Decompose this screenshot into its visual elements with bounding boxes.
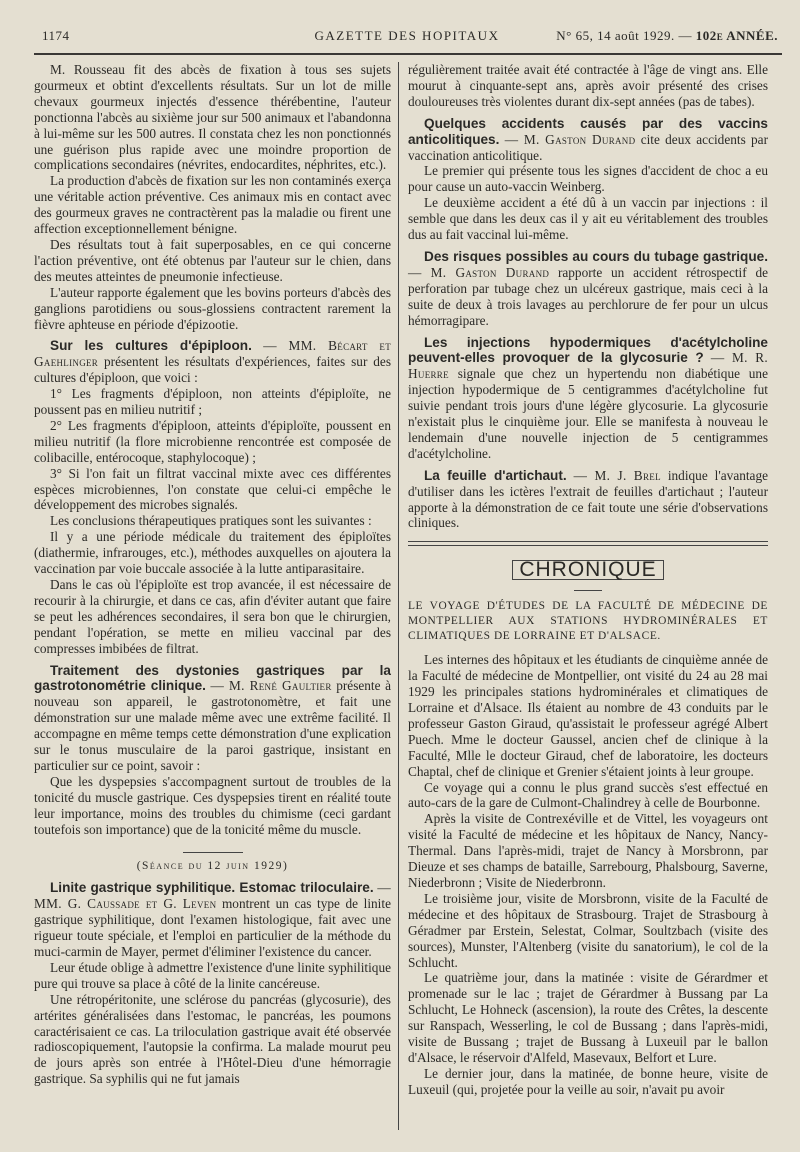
section-authors: — MM. Bécart et Gaehlinger <box>34 338 392 370</box>
issue-date: N° 65, 14 août 1929. — <box>556 28 692 43</box>
section-text: indique l'avantage d'utiliser dans les ictères l'extrait de feuilles d'artichaut ; l'auteur apporte à la démonstration de ce fait toute une série d'observations cliniques. <box>408 467 769 531</box>
paragraph: Que les dyspepsies s'accompagnent surtout de troubles de la tonicité du muscle gastrique. Ces dyspepsies tirent en réalité toute leur importance, moins des troubles du chimisme (ceci gardant toutefois son importance) que de la tonicité même du muscle. <box>34 773 391 837</box>
paragraph: Il y a une période médicale du traitement des épiploïtes (diathermie, infrarouges, etc.), méthodes auxquelles on ajoutera la vaccination par voie buccale associée à la lutte antiparasitaire. <box>34 529 391 577</box>
section-text: cite deux accidents par vaccination anticolitique. <box>408 131 768 163</box>
section-title: Linite gastrique syphilitique. Estomac triloculaire. <box>50 880 374 896</box>
seance-heading: (Séance du 12 juin 1929) <box>136 859 289 872</box>
paragraph: L'auteur rapporte également que les bovins porteurs d'abcès des ganglions parotidiens ou sous-glossiens contractent rarement la fièvre aphteuse en période d'épizootie. <box>34 284 391 332</box>
section-text: rapporte un accident rétrospectif de perforation par tubage chez un ulcéreux gastrique, mais ceci à la suite de deux à trois lavages au perchlorure de fer pour un ulcus hémorragipare. <box>408 264 768 328</box>
list-item: 3° Si l'on fait un filtrat vaccinal mixte avec ces différentes espèces microbiennes, l'on constate que celui-ci empêche le développement des microbes signalés. <box>34 465 391 513</box>
paragraph: Ce voyage qui a connu le plus grand succès s'est effectué en auto-cars de la gare de Culmont-Chalindrey à celle de Bourbonne. <box>408 779 768 811</box>
paragraph: Dans le cas où l'épiploïte est trop avancée, il est nécessaire de recourir à la chirurgie, et dans ce cas, afin d'éviter autant que faire se peut les adhérences secondaires, il sera bon que le chirurgien, pendant l'opération, se mette en milieu vaccinal par des compresses imbibées de filtrat. <box>34 577 391 656</box>
section-title: Traitement des dystonies gastriques par la gastrotonométrie clinique. <box>34 662 391 694</box>
list-item: 2° Les fragments d'épiploon, atteints d'épiploïte, poussent en milieu nutritif (la flore microbienne rencontrée est composée de colibacille, entérocoque, staphylocoque) ; <box>34 417 391 465</box>
section-separator <box>183 852 243 853</box>
section-title: Des risques possibles au cours du tubage gastrique. <box>424 248 768 264</box>
issue-year: 102e ANNÉE. <box>695 28 778 43</box>
double-rule <box>408 541 768 546</box>
section-authors: — MM. G. Caussade et G. Leven <box>34 880 391 912</box>
section-gastrotonometrie <box>34 663 391 774</box>
paragraph: M. Rousseau fit des abcès de fixation à tous ses sujets gourmeux et obtint d'excellents résultats. Sur un lot de mille chevaux gourmeux injectés d'essence thérébentine, l'auteur ponctionna l'abcès au sixième jour sur 500 animaux et l'abandonna à lui-même sur les 500 autres. Il constata chez les non ponctionnés une guérison plus rapide avec une moindre proportion de complications secondaires (névrites, endocardites, néphrites, etc.). <box>34 62 391 173</box>
paragraph: Les internes des hôpitaux et les étudiants de cinquième année de la Faculté de médecine de Montpellier, ont visité du 24 au 28 mai 1929 les principales stations hydrominérales et climatiques de Lorraine et d'Alsace. Ils étaient au nombre de 43 conduits par le professeur Gaston Giraud, qu'assistait le professeur agrégé Albert Puech. Mme le docteur Gaussel, ancien chef de clinique à la Faculté, Mlle le docteur Giraud, chef de laboratoire, les docteurs Chaptal, chef de clinique et Grenier s'étaient joints à leur groupe. <box>408 652 768 779</box>
section-authors: — M. Gaston Durand <box>504 131 636 147</box>
section-tubage <box>408 249 768 329</box>
paragraph: Le troisième jour, visite de Morsbronn, visite de la Faculté de médecine et des hôpitaux de Strasbourg. Trajet de Strasbourg à Géradmer par Erstein, Selestat, Colmar, Soultzbach (visite des sources), Munster, l'Altenberg (visite du sanatorium), le col de la Schlucht. <box>408 890 768 970</box>
section-title: La feuille d'artichaut. <box>424 467 567 483</box>
paragraph: Le quatrième jour, dans la matinée : visite de Gérardmer et promenade sur le lac ; trajet de Gérardmer à Bussang par La Schlucht, Le Hohneck (ascension), la route des Crêtes, la descente sur Ranspach, Wesserling, le col de Bussang ; dans l'après-midi, visite de Bussang ; trajet de Bussang à Luxeuil par le ballon d'Alsace, le réservoir d'Alfeld, Masevaux, Belfort et Lure. <box>408 970 768 1065</box>
paragraph: Le premier qui présente tous les signes d'accident de choc a eu pour cause un auto-vaccin Weinberg. <box>408 163 768 195</box>
section-text: présentent les résultats d'expériences, faites sur des cultures d'épiploon, que voici : <box>34 354 392 386</box>
section-epiploon <box>34 338 391 386</box>
section-title: Sur les cultures d'épiploon. <box>50 338 252 354</box>
paragraph: Après la visite de Contrexéville et de Vittel, les voyageurs ont visité la Faculté de médecine et les hôpitaux de Nancy, Nancy-Thermal. Dans l'après-midi, trajet de Nancy à Morsbronn, par Dieuze et ses champs de bataille, Sarrebourg, Phalsbourg, Saverne, Niederbronn ; Visite de Niederbronn. <box>408 811 768 890</box>
section-linite <box>34 880 391 960</box>
page-header <box>32 28 782 52</box>
section-artichaut <box>408 468 768 532</box>
section-text: présente à nouveau son appareil, le gastrotonomètre, et fait une démonstration sur une malade même avec une extrême facilité. Il accompagne en même temps cette démonstration d'une explication sur le tonus musculaire de la paroi gastrique, insistant en particulier sur ce point, savoir : <box>34 678 391 773</box>
chronique-banner <box>408 554 768 586</box>
section-vaccins <box>408 116 768 164</box>
section-authors: — M. René Gaultier <box>210 678 332 694</box>
section-authors: — M. J. Brel <box>573 467 661 483</box>
section-title: Quelques accidents causés par des vaccins anticolitiques. <box>408 115 768 147</box>
paragraph: Le deuxième accident a été dû à un vaccin par injections : il semble que dans les deux cas il y ait eu véritablement des troubles dus au fait vaccinal lui-même. <box>408 195 768 243</box>
section-title: Les injections hypodermiques d'acétylcholine peuvent-elles provoquer de la glycosurie ? <box>408 334 768 366</box>
chronique-rule <box>574 590 602 591</box>
article-title: LE VOYAGE D'ÉTUDES DE LA FACULTÉ DE MÉDECINE DE MONTPELLIER AUX STATIONS HYDROMINÉRALES ET CLIMATIQUES DE LORRAINE ET D'ALSACE. <box>408 600 768 643</box>
paragraph: Les conclusions thérapeutiques pratiques sont les suivantes : <box>50 513 372 529</box>
section-acetylcholine <box>408 335 768 462</box>
column-divider <box>398 62 399 1130</box>
paragraph: régulièrement traitée avait été contractée à l'âge de vingt ans. Elle mourut à cinquante-sept ans, après avoir présenté des crises douloureuses très violentes durant dix-sept années (pas de tabes). <box>408 62 768 109</box>
paragraph: Des résultats tout à fait superposables, en ce qui concerne l'action préventive, ont été obtenus par l'auteur sur le chien, dans des meutes atteintes de pneumonie infectieuse. <box>34 236 391 284</box>
section-text: signale que chez un hypertendu non diabétique une injection hypodermique de 5 centigrammes d'acétylcholine fut suivie pendant trois jours d'une légère glycosurie. La glycosurie n'existait plus le cinquième jour. Elle se manifesta à nouveau le lendemain d'une nouvelle injection de 5 centigrammes d'acétylcholine. <box>408 366 768 461</box>
paragraph: Le dernier jour, dans la matinée, de bonne heure, visite de Luxeuil (qui, projetée pour la veille au soir, n'avait pu avoir <box>408 1065 768 1097</box>
paragraph: La production d'abcès de fixation sur les non contaminés exerça une véritable action préventive. Ces animaux mis en contact avec des gourmeux graves ne contractèrent pas la maladie ou firent une affection exceptionnellement bénigne. <box>34 173 391 237</box>
left-column <box>34 62 391 1087</box>
right-column <box>408 62 768 1098</box>
list-item: 1° Les fragments d'épiploon, non atteints d'épiploïte, ne poussent pas en milieu nutritif ; <box>34 386 391 418</box>
chronique-title: CHRONIQUE <box>512 560 663 580</box>
section-authors: — M. Gaston Durand <box>408 264 550 280</box>
issue-info <box>556 28 778 44</box>
page-number: 1174 <box>42 28 70 43</box>
section-authors: — M. R. Huerre <box>408 350 769 382</box>
header-rule <box>34 53 782 55</box>
section-text: montrent un cas type de linite gastrique syphilitique, dont l'examen histologique, fait avec une rigueur toute spéciale, et l'emploi en particulier de la méthode du muci-carmin de Mayer, permet d'éliminer l'existence du cancer. <box>34 896 391 960</box>
journal-title: GAZETTE DES HOPITAUX <box>314 28 500 43</box>
paragraph: Leur étude oblige à admettre l'existence d'une linite syphilitique pure qui trouve sa place à côté de la linite cancéreuse. <box>34 959 391 991</box>
paragraph: Une rétropéritonite, une sclérose du pancréas (glycosurie), des artérites généralisées dans l'estomac, le pancréas, les poumons caractérisaient ce cas. La triloculation gastrique avait été observée radioscopiquement, l'autopsie la confirma. La malade mourut peu de jours après son entrée à l'Hôtel-Dieu d'une hémorragie gastrique. Sa syphilis qui ne fut jamais <box>34 991 391 1087</box>
